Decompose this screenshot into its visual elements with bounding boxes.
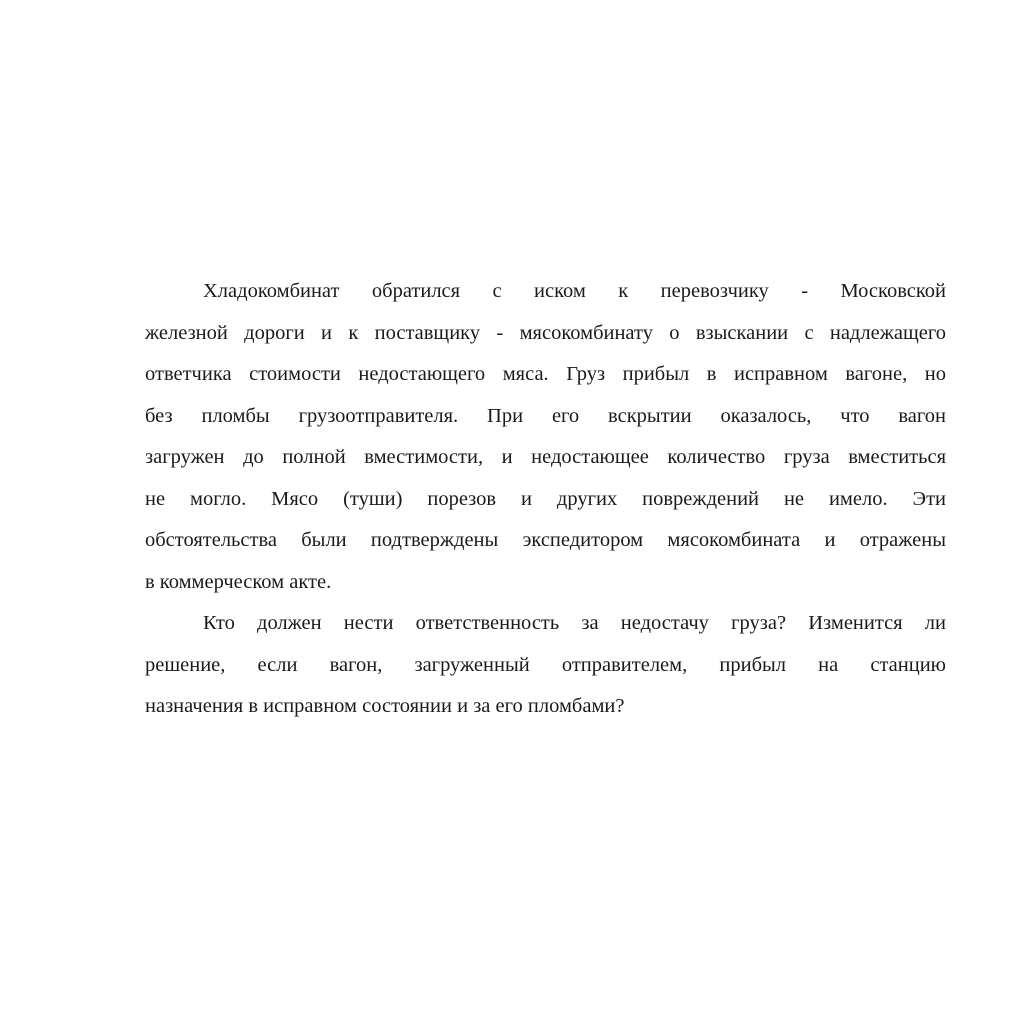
text-line: без пломбы грузоотправителя. При его вскрытии оказалось, что вагон bbox=[145, 404, 946, 427]
text-line: решение, если вагон, загруженный отправителем, прибыл на станцию bbox=[145, 653, 946, 676]
text-line: в коммерческом акте. bbox=[145, 570, 332, 593]
paragraph-case-facts bbox=[145, 271, 946, 603]
text-line: обстоятельства были подтверждены экспедитором мясокомбината и отражены bbox=[145, 529, 946, 551]
text-line: железной дороги и к поставщику - мясокомбинату о взыскании с надлежащего bbox=[145, 321, 946, 344]
document-body bbox=[145, 271, 946, 728]
text-line: Кто должен нести ответственность за недостачу груза? Изменится ли bbox=[203, 612, 946, 634]
paragraph-questions bbox=[145, 603, 946, 728]
text-line: ответчика стоимости недостающего мяса. Груз прибыл в исправном вагоне, но bbox=[145, 363, 946, 385]
text-line: Хладокомбинат обратился с иском к перевозчику - Московской bbox=[203, 280, 946, 302]
text-line: не могло. Мясо (туши) порезов и других повреждений не имело. Эти bbox=[145, 487, 946, 510]
text-line: загружен до полной вместимости, и недостающее количество груза вместиться bbox=[145, 446, 946, 468]
text-line: назначения в исправном состоянии и за его пломбами? bbox=[145, 695, 625, 717]
